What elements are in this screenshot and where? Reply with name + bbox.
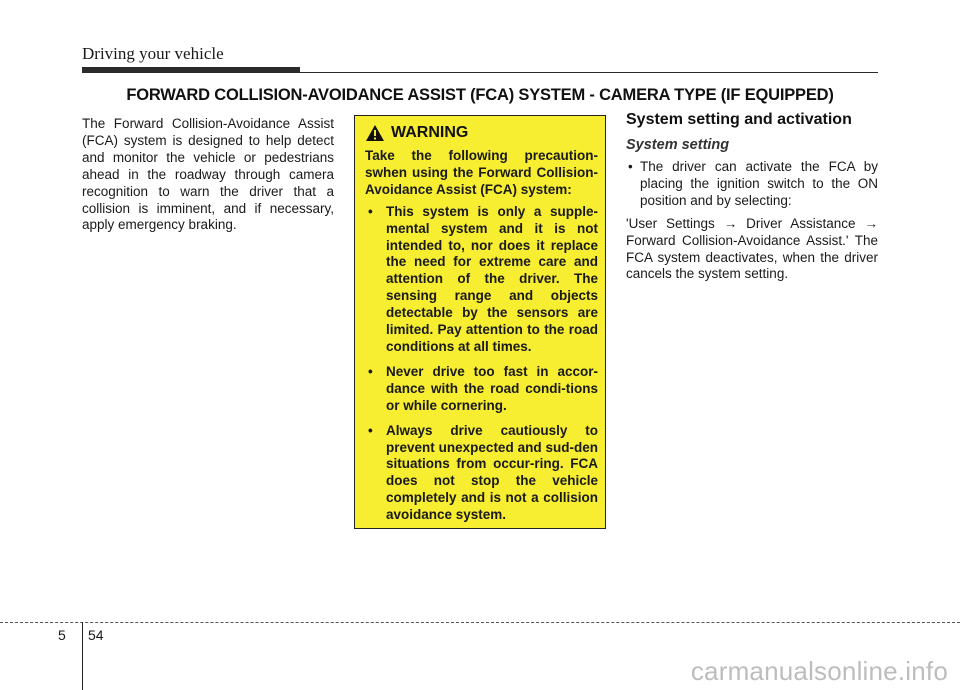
header-rule <box>300 72 878 73</box>
bullet-icon: • <box>368 203 373 219</box>
list-item <box>365 364 598 415</box>
setting-item-text: The driver can activate the FCA by placing the ignition switch to the ON position and by selecting: <box>640 159 878 208</box>
warning-item-text: This system is only a supple-mental system and it is not intended to, nor does it replace the need for extreme care and attention of the driver. The sensing range and objects detectable by the sensors are limited. Pay attention to the road conditions at all times. <box>386 203 598 354</box>
setting-list <box>626 159 878 210</box>
list-item <box>365 204 598 356</box>
warning-box <box>354 115 606 529</box>
warning-list <box>365 204 598 524</box>
chapter-number: 5 <box>58 627 66 643</box>
warning-item-text: Never drive too fast in accor-dance with the road condi-tions or while cornering. <box>386 363 598 413</box>
setting-paragraph: 'User Settings → Driver Assistance → Forward Collision-Avoidance Assist.' The FCA system deactivates, when the driver cancels the system setting. <box>626 215 878 282</box>
footer-rule <box>0 622 960 623</box>
warning-lead: Take the following precaution-swhen using the Forward Collision-Avoidance Assist (FCA) system: <box>365 148 598 197</box>
warning-item-text: Always drive cautiously to prevent unexpected and sud-den situations from occur-ring. FCA does not stop the vehicle completely and is not a collision avoidance system. <box>386 422 598 523</box>
section-title: FORWARD COLLISION-AVOIDANCE ASSIST (FCA) SYSTEM - CAMERA TYPE (IF EQUIPPED) <box>126 86 834 104</box>
bullet-icon: • <box>368 422 373 438</box>
setting-heading: System setting and activation <box>626 111 852 128</box>
list-item <box>365 423 598 524</box>
header-bar <box>82 67 300 73</box>
list-item <box>626 159 878 210</box>
bullet-icon: • <box>628 159 633 174</box>
intro-paragraph: The Forward Collision-Avoidance Assist (FCA) system is designed to help detect and monitor the vehicle or pedestrians ahead in the roadway through camera recognition to warn the driver that a collision is imminent, and if necessary, apply emergency braking. <box>82 116 334 233</box>
footer-divider <box>82 622 83 690</box>
watermark: carmanualsonline.info <box>690 656 948 686</box>
page-number: 54 <box>88 627 104 643</box>
setting-column <box>626 111 878 283</box>
setting-subheading: System setting <box>626 137 730 153</box>
bullet-icon: • <box>368 363 373 379</box>
warning-title: WARNING <box>391 124 469 141</box>
header-title: Driving your vehicle <box>82 44 224 63</box>
warning-triangle-icon <box>365 124 385 142</box>
warning-header <box>365 124 598 142</box>
